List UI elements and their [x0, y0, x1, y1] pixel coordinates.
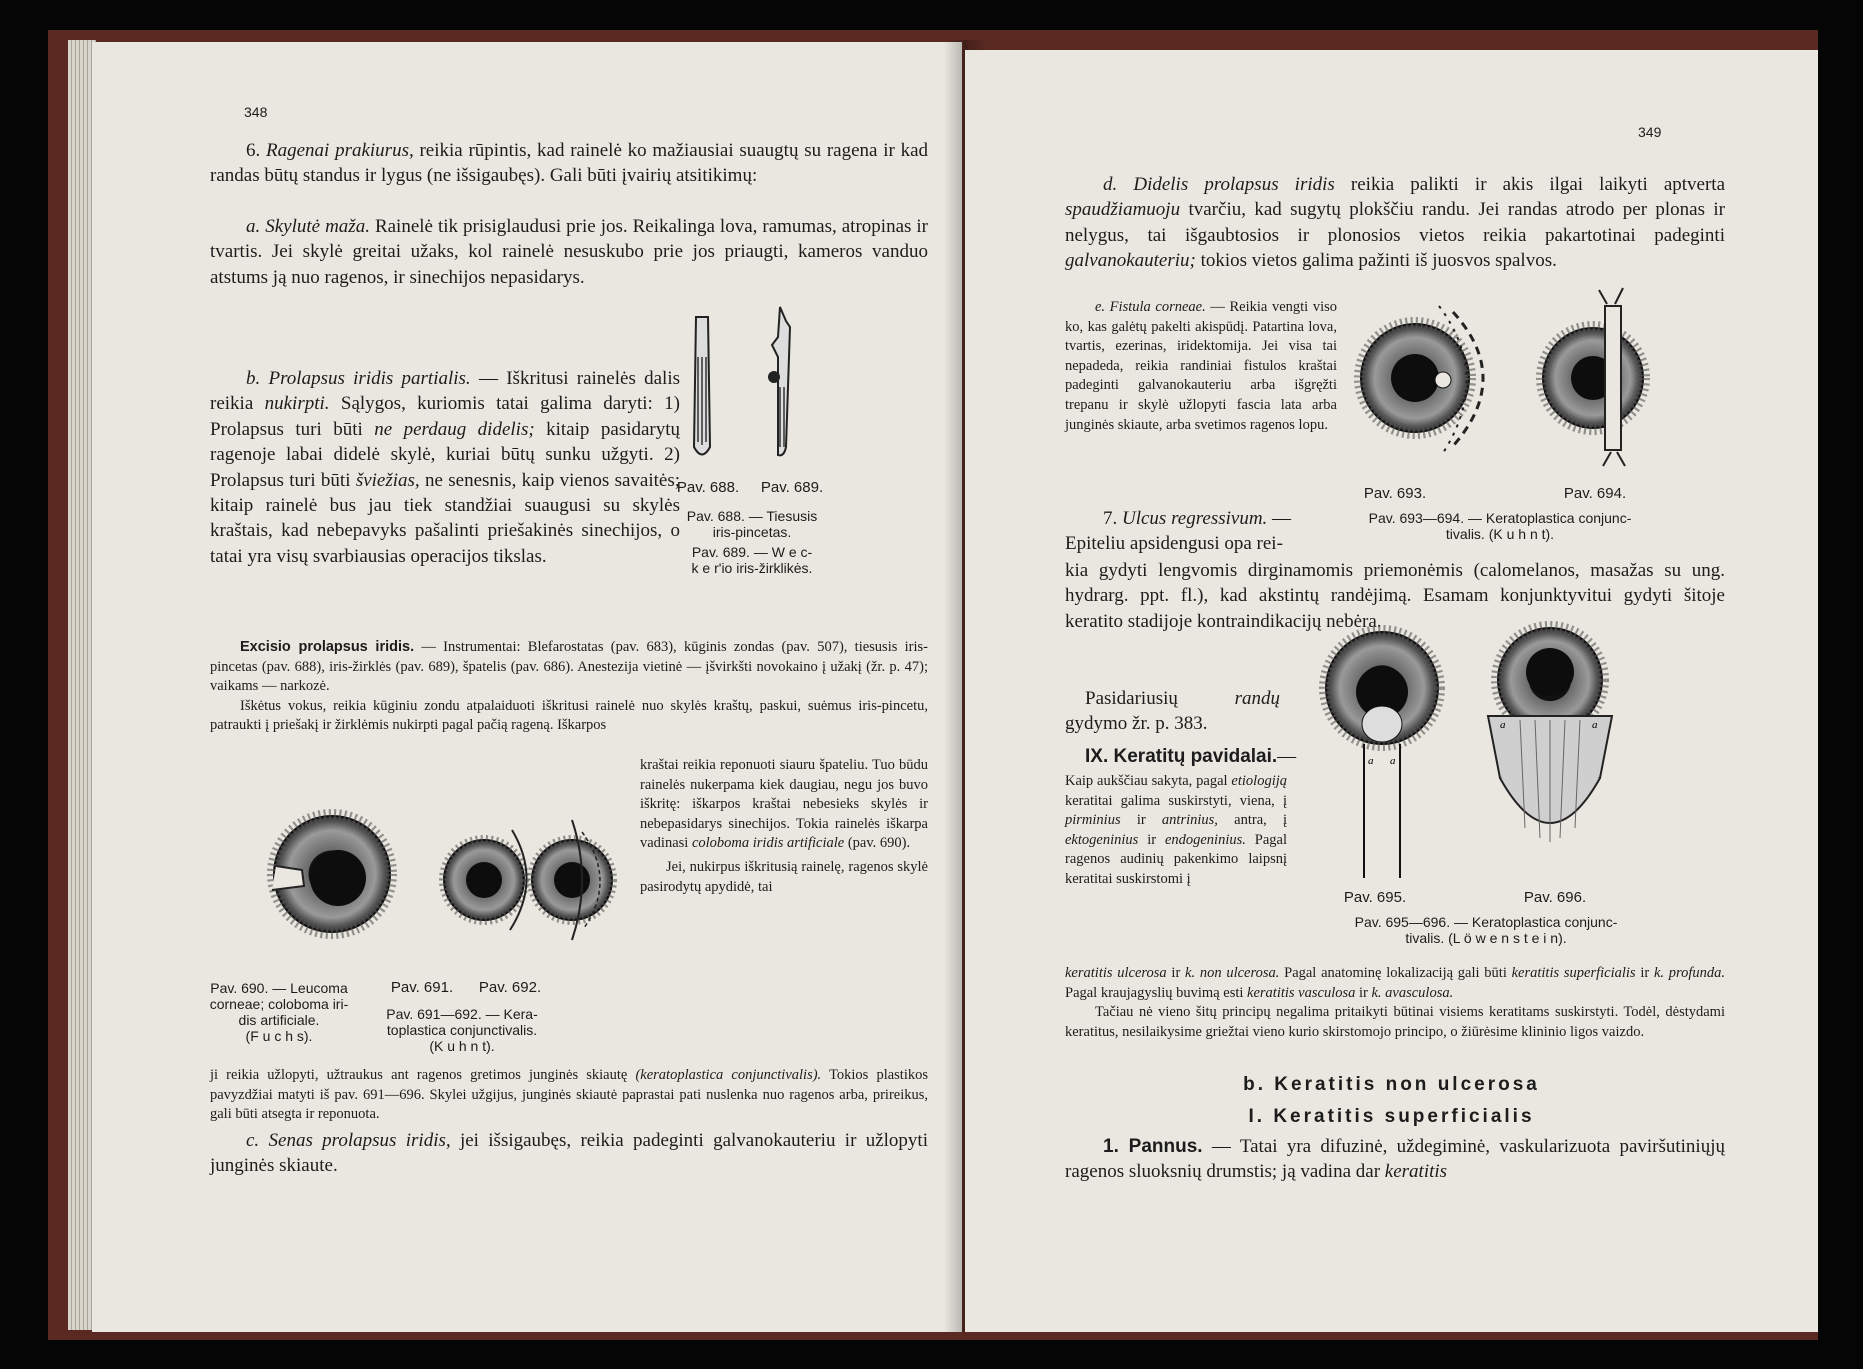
term: ektogeninius [1065, 831, 1139, 848]
caption-694-label: Pav. 694. [1563, 485, 1627, 502]
label-a: a [1592, 719, 1598, 731]
term: coloboma iridis artificiale [691, 835, 845, 852]
paragraph-c [210, 1128, 928, 1179]
term: 1. Pannus. [1103, 1136, 1203, 1157]
small-print-keratoplastica [210, 1066, 928, 1125]
paragraph-7-body [1065, 558, 1725, 634]
text: — [1272, 508, 1292, 529]
text: ir [1359, 984, 1368, 1001]
caption-690 [204, 980, 354, 1044]
text: jei išsigaubęs, reikia padeginti galvanokauteriu ir užlopyti junginės skiaute. [210, 1130, 928, 1177]
label-a: a [1390, 755, 1396, 767]
caption-688-label: Pav. 688. [676, 479, 740, 496]
paragraph-a-first [210, 214, 928, 290]
caption-line: k e r'io iris-žirklikės. [691, 560, 813, 576]
caption-line: tivalis. (L ö w e n s t e i n). [1405, 930, 1567, 946]
eye-figures-695-696 [1320, 628, 1620, 878]
eye-695-icon [1326, 632, 1438, 878]
term: e. Fistula corneae. [1095, 299, 1206, 315]
term: endogeninius. [1164, 831, 1246, 848]
eye-694-icon [1543, 288, 1643, 466]
term: keratitis ulcerosa [1065, 965, 1167, 981]
text: Rainelė tik prisiglaudusi prie jos. Reikalinga lova, ramumas, atropinas ir tvartis. Jei skylė greitai užaks, kol rainelė nesuskubo prie jos priaugti, kameros vanduo atstums ją nuo ragenos, ir sinechijos nepasidarys. [210, 216, 928, 288]
paragraph-b [210, 290, 680, 569]
text: ne senesnis, kaip vienos savaitės; kitaip rainelė bus jau tiek standžiai suaugusi su skylės kraštais, kad nebepavyks pašalinti priešakinės sinechijos, o tatai yra visų svarbiausias operacijos tikslas. [210, 469, 681, 567]
small-print-excisio [210, 638, 928, 736]
heading: IX. Keratitų pavidalai. [1085, 746, 1278, 767]
eye-692-icon [532, 820, 612, 940]
eye-figures-693-694 [1353, 300, 1653, 470]
text: (pav. 690). [847, 835, 911, 852]
term: keratitis superficialis [1511, 965, 1636, 981]
text: reikia rūpintis, kad rainelė ko mažiausiai suaugtų su ragena ir kad randas būtų standus ir lygus (ne išsigaubęs). Gali būti įvairių atsitikimų: [210, 140, 929, 187]
text: Tokios plastikos pavyzdžiai matyti iš pav. 691—696. Skylei užgijus, junginės skiautė paprastai pati nuslenka nuo ragenos arba, prireikus, gali būti atsegta ir reponuota. [210, 1067, 929, 1123]
caption-689-label: Pav. 689. [760, 479, 824, 496]
term: Ragenai prakiurus, [266, 140, 414, 161]
term: a. Skylutė maža. [246, 216, 370, 237]
caption-line: (F u c h s). [245, 1028, 313, 1044]
text: Epiteliu apsidengusi opa rei- [1065, 533, 1283, 555]
text: keratitai galima suskirstyti, viena, į [1065, 792, 1287, 809]
caption-691-label: Pav. 691. [390, 979, 454, 996]
caption-line: toplastica conjunctivalis. [386, 1022, 538, 1038]
caption-693-694 [1335, 510, 1665, 542]
right-page [965, 50, 1818, 1332]
text: antra, į [1234, 812, 1288, 829]
paragraph-randu [1065, 686, 1280, 737]
small-print-etiologija [1065, 772, 1287, 890]
text: Sąlygos, kuriomis tatai galima daryti: 1) Prolapsus turi būti [210, 393, 681, 440]
paragraph-d [1065, 172, 1725, 274]
caption-line: Pav. 691—692. — Kera- [386, 1006, 538, 1022]
section-ix-heading [1065, 744, 1325, 769]
small-print-klasifikacija [1065, 964, 1725, 1042]
caption-693-label: Pav. 693. [1363, 485, 1427, 502]
term: k. avasculosa. [1371, 984, 1454, 1001]
text: ir [1147, 831, 1157, 848]
term: pirminius [1065, 812, 1121, 829]
page-number: 349 [1638, 124, 1662, 140]
term: keratitis vasculosa [1247, 984, 1356, 1001]
text: ji reikia užlopyti, užtraukus ant ragenos gretimos junginės skiautę [210, 1067, 628, 1083]
term: Ulcus regressivum. [1122, 508, 1268, 529]
caption-line: Pav. 688. — Tiesusis [686, 508, 818, 524]
text: Pasidariusių [1085, 688, 1178, 709]
text: ir [1171, 965, 1181, 981]
left-page [92, 42, 962, 1332]
term: c. Senas prolapsus iridis, [246, 1130, 451, 1151]
caption-689 [672, 544, 832, 576]
eye-figures-690-692 [242, 810, 622, 970]
text: ir [1136, 812, 1146, 829]
eye-696-icon [1488, 628, 1612, 842]
term: d. Didelis prolapsus iridis [1103, 174, 1335, 195]
text: Jei, nukirpus iškritusią rainelę, ragenos skylė pasirodytų apydidė, tai [640, 858, 928, 895]
label-a: a [1500, 719, 1506, 731]
term: etiologiją [1231, 773, 1288, 789]
caption-692-label: Pav. 692. [478, 979, 542, 996]
term: ne perdaug didelis; [374, 418, 535, 440]
num: 7. [1103, 508, 1118, 529]
num: 6. [246, 140, 261, 161]
term: Excisio prolapsus iridis. [240, 639, 415, 655]
term: galvanokauteriu; [1065, 250, 1196, 272]
page-number: 348 [244, 104, 268, 120]
caption-696-label: Pav. 696. [1523, 889, 1587, 906]
caption-line: Pav. 695—696. — Keratoplastica conjunc- [1354, 914, 1618, 930]
term: nukirpti. [264, 393, 330, 415]
instruments-figure [682, 297, 822, 477]
text: — [1277, 746, 1297, 767]
paragraph-7-head [1065, 506, 1335, 557]
term: b. Prolapsus iridis partialis. [246, 368, 471, 389]
term: keratitis [1384, 1161, 1448, 1183]
text: kitaip pasidarytų ragenoje labai didelė skylė, kuriai būtų sunku užgyti. 2) Prolapsus turi būti [210, 418, 681, 491]
term: antrinius, [1161, 812, 1218, 829]
text: kraštai reikia reponuoti siauru špateliu. Tuo būdu rainelės nukerpama kiek daugiau, negu jos buvo iškritę: iškarpos kraštai nebesieks skylės ir nebepasidarys sinechijos. Tokia rainelės iškarpa vadinasi [640, 757, 928, 852]
heading-i: I. Keratitis superficialis [1248, 1106, 1535, 1127]
caption-line: (K u h n t). [429, 1038, 495, 1054]
text: gydymo žr. p. 383. [1065, 713, 1208, 735]
caption-695-label: Pav. 695. [1343, 889, 1407, 906]
caption-line: corneae; coloboma iri- [209, 996, 349, 1012]
term: k. profunda. [1653, 965, 1726, 981]
caption-691-692 [372, 1006, 552, 1054]
heading-b: b. Keratitis non ulcerosa [1243, 1074, 1540, 1095]
text: Pagal anatominę lokalizaciją gali būti [1284, 965, 1507, 981]
paragraph-6 [210, 138, 928, 189]
paragraph-pannus [1065, 1134, 1725, 1185]
eye-693-icon [1361, 306, 1483, 456]
text: — Reikia vengti viso ko, kas galėtų pakelti akispūdį. Patartina lova, tvartis, ezerinas, iridektomija. Jei visa tai nepadeda, reikia randiniai fistulos kraštai padeginti galvanokauteriu arba išgręžti trepanu ir skylė užlopyti fascia lata arba junginės skiaute, arba svetimos ragenos lopu. [1065, 299, 1337, 433]
text: Kaip aukščiau sakyta, pagal [1065, 773, 1228, 789]
text: kia gydyti lengvomis dirginamomis priemonėmis (calomelanos, masažas su ung. hydrarg. ppt. fl.), kad akstintų randėjimą. Esamam konjunktyvitui gydyti šitoje keratito stadijoje kontraindikacijų nebėra. [1065, 560, 1725, 632]
text: reikia palikti ir akis ilgai laikyti aptverta [1350, 174, 1726, 195]
paragraph-e-fistula [1065, 298, 1337, 435]
term: randų [1234, 688, 1280, 709]
text: — Tatai yra difuzinė, uždegiminė, vaskularizuota paviršutiniųjų ragenos sluoksnių drumstis; ją vadina dar [1065, 1136, 1725, 1183]
eye-691-icon [444, 830, 527, 930]
term: (keratoplastica conjunctivalis). [635, 1067, 822, 1083]
small-print-iskarpos [640, 756, 928, 897]
term: spaudžiamuoju [1065, 199, 1181, 221]
caption-688 [672, 508, 832, 540]
text: tokios vietos galima pažinti iš juosvos spalvos. [1200, 250, 1557, 272]
text: — Instrumentai: Blefarostatas (pav. 683), kūginis zondas (pav. 507), tiesusis iris-pincetas (pav. 688), iris-žirklės (pav. 689), špatelis (pav. 686). Anestezija vietinė — įšvirkšti novokaino į užakį (žr. p. 47); vaikams — narkozė. [210, 639, 929, 695]
caption-695-696 [1321, 914, 1651, 946]
caption-line: tivalis. (K u h n t). [1445, 526, 1555, 542]
eye-690-icon [272, 816, 390, 932]
term: k. non ulcerosa. [1185, 965, 1280, 981]
caption-line: dis artificiale. [238, 1012, 320, 1028]
term: šviežias, [355, 469, 420, 491]
caption-line: Pav. 690. — Leucoma [210, 980, 348, 996]
caption-line: Pav. 689. — W e c- [691, 544, 813, 560]
label-a: a [1368, 755, 1374, 767]
text: — Iškritusi rainelės dalis reikia [210, 368, 680, 415]
caption-line: Pav. 693—694. — Keratoplastica conjunc- [1368, 510, 1632, 526]
text: Tačiau nė vieno šitų principų negalima pritaikyti būtinai visiems keratitams suskirstyti. Todėl, dėstydami keratitus, nesilaikysime griežtai vieno kurio skirstomojo principo, o žiūrėsime klininio ligos vaizdo. [1065, 1004, 1725, 1040]
text: Pagal kraujagyslių buvimą esti [1065, 984, 1244, 1001]
text: ir [1640, 965, 1650, 981]
text: Iškėtus vokus, reikia kūginiu zondu atpalaiduoti iškritusi rainelė nuo skylės kraštų, paskui, suėmus iris-pincetu, patraukti į priešakį ir žirklėmis nukirpti pagal pačią rageną. Iškarpos [210, 697, 928, 734]
text: tvarčiu, kad sugytų plokščiu randu. Jei randas atrodo per plonas ir nelygus, tai išgaubtosios ir plonosios vietos reikia pakartotinai padeginti [1065, 199, 1725, 246]
caption-line: iris-pincetas. [712, 524, 792, 540]
text: Pagal ragenos audinių pakenkimo laipsnį keratitai suskirstomi į [1065, 831, 1287, 887]
